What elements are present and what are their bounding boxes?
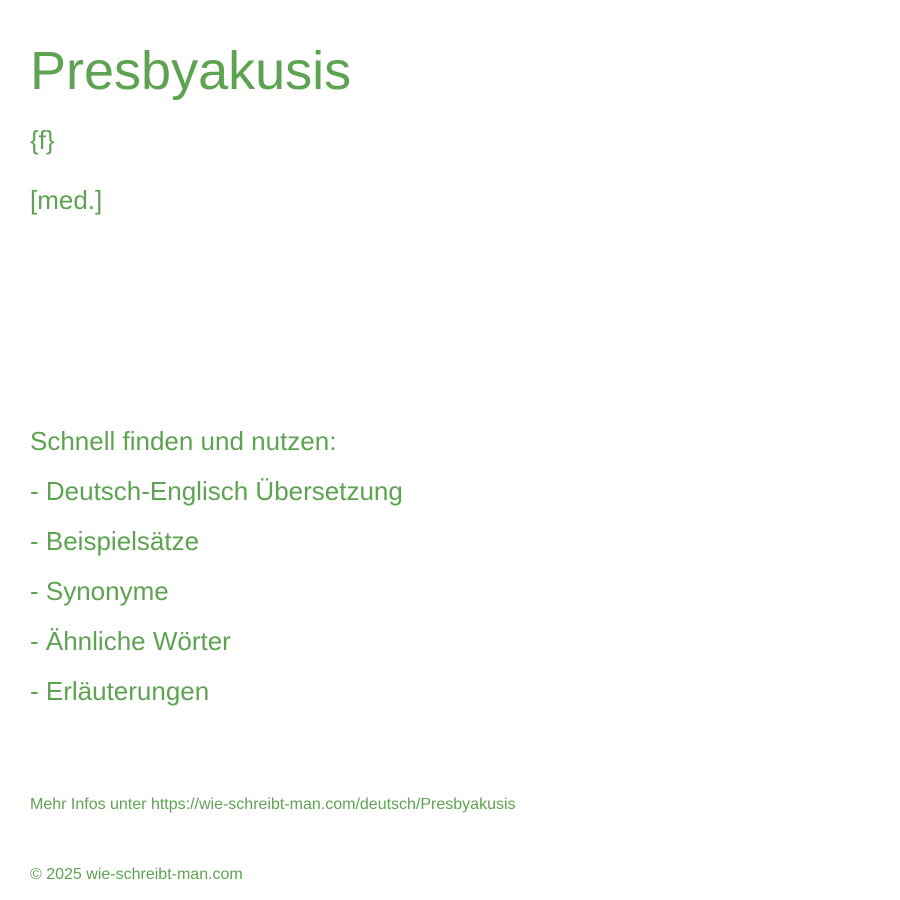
feature-item-translation: - Deutsch-Englisch Übersetzung bbox=[30, 476, 403, 506]
feature-item-explanations: - Erläuterungen bbox=[30, 676, 210, 706]
domain-label: [med.] bbox=[30, 185, 103, 215]
feature-item-synonyms: - Synonyme bbox=[30, 576, 169, 606]
feature-item-similar-words: - Ähnliche Wörter bbox=[30, 626, 231, 656]
gender-label: {f} bbox=[30, 125, 55, 155]
features-heading: Schnell finden und nutzen: bbox=[30, 426, 337, 456]
feature-item-example-sentences: - Beispielsätze bbox=[30, 526, 200, 556]
feature-list bbox=[30, 474, 403, 724]
more-info-text: Mehr Infos unter https://wie-schreibt-man.com/deutsch/Presbyakusis bbox=[30, 796, 516, 813]
copyright-text: © 2025 wie-schreibt-man.com bbox=[30, 866, 243, 883]
page-title: Presbyakusis bbox=[30, 41, 352, 101]
